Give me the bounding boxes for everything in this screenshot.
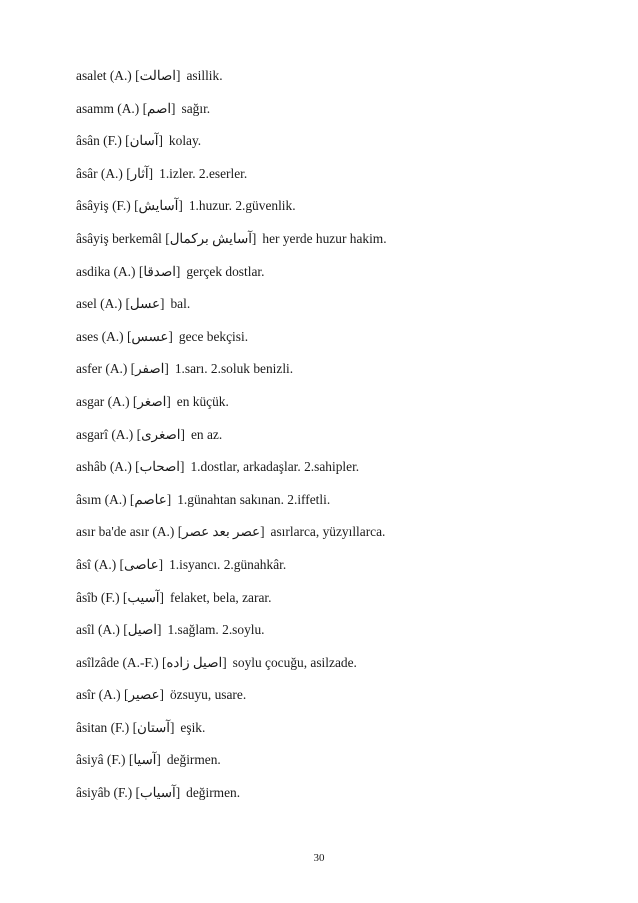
entry-definition: her yerde huzur hakim. (262, 230, 387, 246)
entry-headword: ashâb (A.) (76, 459, 132, 475)
entry-arabic-script: عصر بعد عصر (182, 524, 261, 540)
entry-arabic-script: اصم (147, 100, 172, 116)
entry-definition: gerçek dostlar. (186, 263, 265, 279)
entry-definition: felaket, bela, zarar. (169, 589, 272, 605)
entry-arabic-script: اصالت (139, 68, 176, 83)
dictionary-entry: âsiyâ (F.) [آسیا] değirmen. (76, 752, 221, 768)
entry-headword: âsîb (F.) (76, 589, 120, 605)
entry-definition: 1.dostlar, arkadaşlar. 2.sahipler. (190, 459, 360, 475)
entry-headword: âsım (A.) (76, 491, 127, 507)
entry-arabic-script: اصفر (135, 361, 165, 377)
entry-arabic-script: آسیاب (140, 785, 176, 801)
entry-headword: asîr (A.) (76, 687, 121, 703)
entry-definition: 1.sağlam. 2.soylu. (167, 622, 265, 638)
entry-headword: âsitan (F.) (76, 719, 130, 735)
dictionary-entry: asfer (A.) [اصفر] 1.sarı. 2.soluk benizli. (76, 361, 294, 377)
dictionary-entry: asdika (A.) [اصدقا] gerçek dostlar. (76, 263, 265, 279)
dictionary-entry: asîl (A.) [اصیل] 1.sağlam. 2.soylu. (76, 622, 265, 638)
entry-headword: ases (A.) (76, 328, 124, 344)
entry-arabic-script: اصیل زاده (166, 654, 223, 670)
entry-headword: asgarî (A.) (76, 426, 134, 442)
entry-arabic-script: آسایش برکمال (169, 230, 252, 246)
entry-headword: asîlzâde (A.-F.) (76, 654, 159, 670)
entry-definition: asillik. (186, 68, 223, 83)
dictionary-entry: âsîb (F.) [آسیب] felaket, bela, zarar. (76, 589, 272, 605)
dictionary-entry: asamm (A.) [اصم] sağır. (76, 100, 211, 116)
dictionary-entry: âsitan (F.) [آستان] eşik. (76, 719, 206, 735)
entry-arabic-script: آثار (130, 165, 149, 181)
entry-headword: âsiyâb (F.) (76, 785, 133, 801)
dictionary-entry: âsî (A.) [عاصی] 1.isyancı. 2.günahkâr. (76, 556, 287, 572)
dictionary-entry: ashâb (A.) [اصحاب] 1.dostlar, arkadaşlar. 2.sahipler. (76, 459, 360, 475)
dictionary-entry: âsâyiş berkemâl [آسایش برکمال] her yerde huzur hakim. (76, 230, 387, 246)
entry-headword: asgar (A.) (76, 393, 130, 409)
entry-definition: değirmen. (186, 785, 241, 801)
entry-definition: en az. (190, 426, 223, 442)
entry-headword: asdika (A.) (76, 263, 136, 279)
entry-headword: asalet (A.) (76, 68, 132, 83)
entry-arabic-script: عاصم (134, 491, 167, 507)
entry-definition: 1.sarı. 2.soluk benizli. (174, 361, 294, 377)
entry-definition: soylu çocuğu, asilzade. (232, 654, 357, 670)
entry-arabic-script: عسس (131, 328, 169, 344)
entry-headword: âsâr (A.) (76, 165, 123, 181)
entry-arabic-script: عصیر (128, 687, 160, 703)
entry-definition: en küçük. (176, 393, 229, 409)
dictionary-entry: asgarî (A.) [اصغری] en az. (76, 426, 223, 442)
entry-arabic-script: عاصی (123, 556, 159, 572)
entry-definition: kolay. (168, 133, 202, 149)
entry-arabic-script: آستان (137, 719, 170, 735)
entry-definition: 1.izler. 2.eserler. (159, 165, 248, 181)
dictionary-entry: âsâr (A.) [آثار] 1.izler. 2.eserler. (76, 165, 248, 181)
entry-arabic-script: اصیل (127, 622, 157, 638)
entry-arabic-script: اصدقا (143, 263, 176, 279)
dictionary-entry: asel (A.) [عسل] bal. (76, 296, 191, 312)
entry-arabic-script: آسایش (138, 198, 179, 214)
entry-definition: 1.huzur. 2.güvenlik. (188, 198, 296, 214)
dictionary-entry: âsım (A.) [عاصم] 1.günahtan sakınan. 2.iffetli. (76, 491, 331, 507)
dictionary-entry: asalet (A.) [اصالت] asillik. (76, 68, 223, 83)
entry-headword: âsî (A.) (76, 556, 117, 572)
page-number: 30 (313, 852, 325, 864)
entry-arabic-script: اصغر (137, 393, 167, 409)
dictionary-entry: âsiyâb (F.) [آسیاب] değirmen. (76, 785, 241, 801)
entry-definition: 1.isyancı. 2.günahkâr. (169, 556, 287, 572)
entry-headword: asır ba'de asır (A.) (76, 524, 175, 540)
entry-definition: 1.günahtan sakınan. 2.iffetli. (177, 491, 331, 507)
entry-arabic-script: اصحاب (139, 459, 181, 475)
entry-headword: âsâyiş berkemâl (76, 230, 162, 246)
dictionary-entry: asgar (A.) [اصغر] en küçük. (76, 393, 229, 409)
entry-definition: özsuyu, usare. (169, 687, 247, 703)
entry-definition: sağır. (181, 100, 211, 116)
dictionary-entry: asır ba'de asır (A.) [عصر بعد عصر] asırlarca, yüzyıllarca. (76, 524, 386, 540)
dictionary-entry: âsân (F.) [آسان] kolay. (76, 133, 202, 149)
entry-headword: asfer (A.) (76, 361, 128, 377)
dictionary-entry: asîlzâde (A.-F.) [اصیل زاده] soylu çocuğu, asilzade. (76, 654, 357, 670)
entry-definition: asırlarca, yüzyıllarca. (270, 524, 386, 540)
entry-definition: eşik. (180, 719, 206, 735)
entry-definition: değirmen. (166, 752, 221, 768)
entry-headword: âsiyâ (F.) (76, 752, 126, 768)
entry-arabic-script: آسیا (133, 752, 157, 768)
entry-arabic-script: آسیب (127, 589, 160, 605)
entry-headword: asîl (A.) (76, 622, 120, 638)
entry-definition: bal. (170, 296, 191, 312)
entry-definition: gece bekçisi. (178, 328, 249, 344)
dictionary-entries (76, 66, 387, 816)
entry-arabic-script: آسان (129, 133, 159, 149)
entry-headword: âsâyiş (F.) (76, 198, 131, 214)
entry-headword: asel (A.) (76, 296, 123, 312)
entry-arabic-script: اصغری (141, 426, 181, 442)
dictionary-entry: ases (A.) [عسس] gece bekçisi. (76, 328, 249, 344)
dictionary-entry: asîr (A.) [عصیر] özsuyu, usare. (76, 687, 247, 703)
entry-arabic-script: عسل (129, 296, 160, 312)
entry-headword: asamm (A.) (76, 100, 140, 116)
entry-headword: âsân (F.) (76, 133, 122, 149)
dictionary-entry: âsâyiş (F.) [آسایش] 1.huzur. 2.güvenlik. (76, 198, 296, 214)
